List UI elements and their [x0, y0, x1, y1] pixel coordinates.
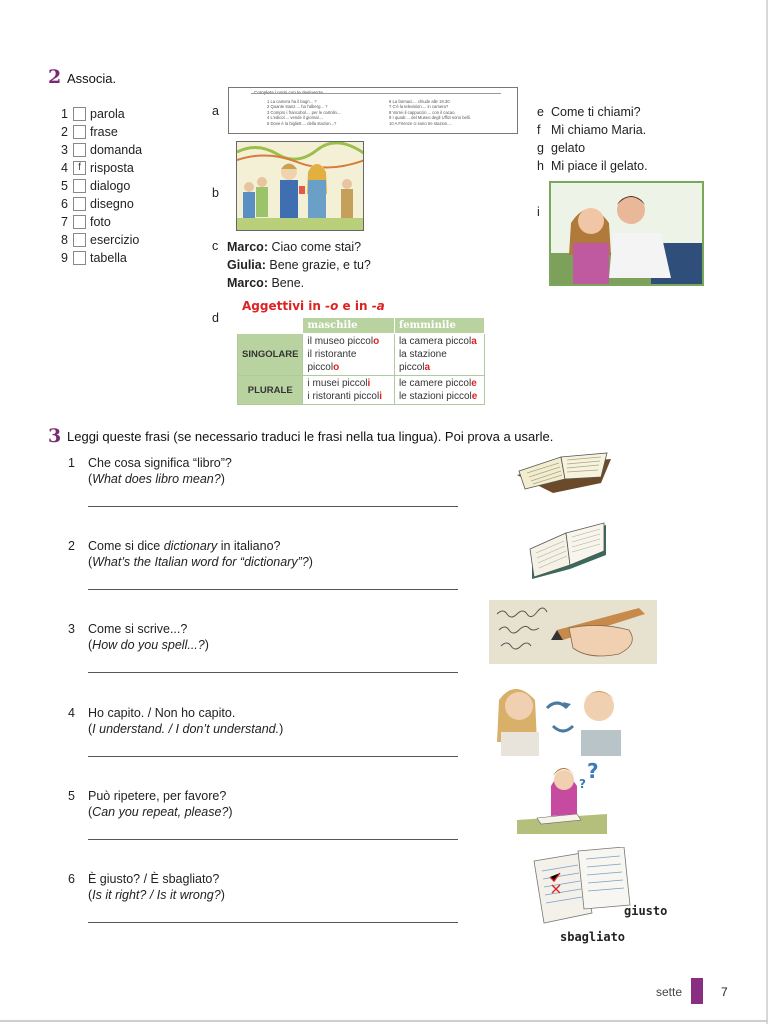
paren: ) [220, 888, 225, 902]
option-row [537, 103, 737, 121]
word-row [58, 105, 125, 123]
paren: ) [279, 722, 284, 736]
phrase-translation [88, 638, 468, 652]
grammar-title-part: -o [325, 299, 339, 313]
phrase-italian [68, 456, 468, 470]
dialogue [227, 238, 427, 292]
word-label: parola [90, 107, 125, 121]
word-number: 5 [61, 179, 68, 193]
grammar-title [242, 299, 385, 313]
exercise-thumbnail [228, 87, 518, 134]
answer-line[interactable] [88, 756, 458, 757]
thumbnail-line: 3 Compro i francobol.... per le cartolin.... [267, 109, 342, 115]
grammar-table-wrapper [237, 317, 485, 405]
confused-student-illustration [517, 758, 607, 834]
translation-text: How do you spell...? [92, 638, 205, 652]
answer-box[interactable] [73, 107, 86, 121]
ending: e [471, 378, 477, 389]
grammar-title-part: Aggettivi in [242, 299, 326, 313]
word-label: tabella [90, 251, 127, 265]
option-row [537, 157, 737, 175]
answer-box[interactable] [73, 233, 86, 247]
answer-line[interactable] [88, 589, 458, 590]
word-number: 6 [61, 197, 68, 211]
word-row [58, 123, 118, 141]
phrase-text: Come si dice [88, 539, 164, 553]
line-text: Bene grazie, e tu? [269, 258, 371, 272]
phrase-italian [68, 539, 468, 553]
thumbnail-line: 7 C'è la television.... in camera? [389, 104, 449, 110]
option-row [537, 139, 737, 157]
word-label: foto [90, 215, 111, 229]
exercise-2-number: 2 [48, 66, 62, 88]
cell-text: il museo piccol [307, 336, 374, 347]
grammar-table [237, 317, 485, 405]
phrase-text: Che cosa significa “libro”? [88, 456, 232, 470]
party-drawing [236, 141, 364, 231]
grammar-row-singolare [238, 334, 485, 376]
option-letter-d: d [212, 311, 219, 325]
ending: a [424, 362, 431, 373]
ending: a [471, 336, 477, 347]
phrase-number: 1 [68, 456, 75, 470]
speaker: Marco: [227, 276, 268, 290]
paren: ) [308, 555, 313, 569]
option-letter-b: b [212, 186, 219, 200]
grammar-col-femminile: femminile [394, 318, 484, 334]
handwriting-illustration [489, 600, 657, 664]
option-row [537, 121, 737, 139]
cell-text: le stazioni piccol [398, 391, 472, 402]
paren: ( [88, 472, 93, 486]
dialogue-line [227, 238, 427, 256]
speaker: Marco: [227, 240, 268, 254]
translation-text: Can you repeat, please? [92, 805, 229, 819]
phrase-text: È giusto? / È sbagliato? [88, 872, 220, 886]
word-label: frase [90, 125, 118, 139]
answer-box[interactable] [73, 251, 86, 265]
cell-text: i musei piccol [307, 378, 368, 389]
word-number: 3 [61, 143, 68, 157]
option-letter: h [537, 159, 544, 173]
phrase-number: 6 [68, 872, 75, 886]
answer-line[interactable] [88, 672, 458, 673]
thumbnail-line: 9 I quadr.... del Museo degli Uffizi sono belli. [389, 115, 471, 121]
phrase-translation [88, 888, 468, 902]
translation-text: Is it right? / Is it wrong? [92, 888, 221, 902]
ending: e [471, 391, 478, 402]
answer-line[interactable] [88, 506, 458, 507]
thumbnail-right-column [389, 99, 471, 126]
thumbnail-line: 5 Dove è la bigliett.... della stazion...? [267, 120, 337, 126]
word-number: 2 [61, 125, 68, 139]
option-text: Mi piace il gelato. [551, 159, 648, 173]
svg-text:?: ? [587, 759, 599, 783]
option-letter-c: c [212, 239, 219, 253]
exercise-3-title: Leggi queste frasi (se necessario traduci le frasi nella tua lingua). Poi prova a usarle. [67, 429, 554, 444]
thumbnail-line: 6 La farmaci.... chiude alle 19.30. [389, 99, 451, 104]
phrase-italian [68, 706, 468, 720]
word-number: 7 [61, 215, 68, 229]
exercise-3-number: 3 [48, 425, 62, 447]
phrase-translation [88, 472, 468, 486]
ending: o [373, 336, 380, 347]
party-illustration [237, 142, 364, 231]
word-list [58, 105, 178, 270]
cell-text: il ristorante piccol [307, 349, 357, 373]
word-row [58, 177, 130, 195]
open-book-illustration [513, 449, 615, 495]
thumbnail-line: 10 A Firenze ci sono tre stazion.... [389, 120, 452, 126]
options-list [537, 103, 737, 175]
paren: ( [88, 805, 93, 819]
phrase-number: 3 [68, 622, 75, 636]
paren: ) [204, 638, 209, 652]
word-number: 4 [61, 161, 68, 175]
grammar-col-maschile: maschile [303, 318, 394, 334]
paren: ( [88, 638, 93, 652]
answer-line[interactable] [88, 922, 458, 923]
word-row [58, 195, 134, 213]
option-letter-a: a [212, 104, 219, 118]
option-text: Mi chiamo Maria. [551, 123, 647, 137]
grammar-corner [238, 318, 303, 334]
word-label: disegno [90, 197, 134, 211]
speaker: Giulia: [227, 258, 266, 272]
papers-illustration [530, 847, 632, 925]
word-label: esercizio [90, 233, 140, 247]
phrase-translation [88, 722, 468, 736]
phrase-translation [88, 555, 468, 569]
cell-text: la stazione piccol [398, 349, 447, 373]
thumbnail-line: 4 L'edicol.... vende il giornal.... [267, 115, 324, 121]
paren: ( [88, 555, 93, 569]
answer-box[interactable] [73, 215, 86, 229]
word-number: 9 [61, 251, 68, 265]
page-bottom-edge [0, 1020, 768, 1022]
grammar-cell [303, 334, 394, 376]
phrase-item-5 [68, 789, 468, 819]
cell-text: le camere piccol [398, 378, 472, 389]
answer-line[interactable] [88, 839, 458, 840]
thumbnail-left-column [267, 99, 341, 126]
answer-box[interactable] [73, 125, 86, 139]
option-letter-i: i [537, 205, 540, 219]
option-letter: e [537, 105, 544, 119]
phrase-text: in italiano? [217, 539, 281, 553]
grammar-cell [303, 376, 394, 405]
grammar-header-row [238, 318, 485, 334]
grammar-row-label: PLURALE [238, 376, 303, 405]
phrase-item-4 [68, 706, 468, 736]
translation-text: What’s the Italian word for “dictionary”? [92, 555, 309, 569]
page-word: sette [656, 985, 683, 999]
thumbnail-rule [251, 93, 501, 94]
phrase-text: Come si scrive...? [88, 622, 188, 636]
paren: ( [88, 722, 93, 736]
couple-photo [549, 181, 704, 286]
phrase-translation [88, 805, 468, 819]
phrase-italian [68, 872, 468, 886]
answer-box[interactable]: f [73, 161, 86, 175]
word-label: domanda [90, 143, 143, 157]
page-marker [691, 978, 703, 1004]
word-row [58, 249, 127, 267]
label-giusto: giusto [624, 904, 668, 918]
phrase-item-6 [68, 872, 468, 902]
thumbnail-line: 8 Vorrei il cappuccin.... con il cacao. [389, 109, 456, 115]
option-text: Come ti chiami? [551, 105, 641, 119]
grammar-row-label: SINGOLARE [238, 334, 303, 376]
phrase-italian [68, 622, 468, 636]
phrase-text-emphasis: dictionary [163, 539, 218, 553]
answer-box[interactable] [73, 143, 86, 157]
word-label: risposta [90, 161, 134, 175]
thumbnail-line: 2 Quante stanz.... ha l'alberg... ? [267, 104, 328, 110]
option-text: gelato [551, 141, 586, 155]
dialogue-line [227, 256, 427, 274]
page-number: 7 [721, 985, 728, 999]
phrase-text: Può ripetere, per favore? [88, 789, 227, 803]
dialogue-line [227, 274, 427, 292]
word-number: 8 [61, 233, 68, 247]
word-row [58, 231, 139, 249]
option-letter: g [537, 141, 544, 155]
phrase-item-1 [68, 456, 468, 486]
word-number: 1 [61, 107, 68, 121]
paren: ) [228, 805, 233, 819]
grammar-cell [394, 376, 484, 405]
grammar-row-plurale [238, 376, 485, 405]
grammar-title-part: -a [371, 299, 385, 313]
understanding-illustration [495, 680, 635, 756]
couple-photo-image [551, 183, 702, 284]
translation-text: What does libro mean? [92, 472, 221, 486]
word-row [58, 213, 111, 231]
svg-text:?: ? [579, 777, 586, 791]
line-text: Ciao come stai? [271, 240, 362, 254]
option-letter: f [537, 123, 541, 137]
dictionary-illustration [526, 521, 610, 587]
thumbnail-line: 1 La camera ha il bagn... ? [267, 99, 317, 104]
paren: ) [220, 472, 225, 486]
phrase-number: 4 [68, 706, 75, 720]
answer-box[interactable] [73, 179, 86, 193]
word-label: dialogo [90, 179, 131, 193]
grammar-title-part: e in [338, 299, 372, 313]
cell-text: la camera piccol [398, 336, 472, 347]
paren: ( [88, 888, 93, 902]
answer-box[interactable] [73, 197, 86, 211]
phrase-item-3 [68, 622, 468, 652]
grammar-cell [394, 334, 484, 376]
exercise-2-title: Associa. [67, 71, 117, 86]
phrase-text: Ho capito. / Non ho capito. [88, 706, 236, 720]
phrase-number: 2 [68, 539, 75, 553]
phrase-number: 5 [68, 789, 75, 803]
ending: o [333, 362, 340, 373]
word-row [58, 159, 134, 177]
label-sbagliato: sbagliato [560, 930, 626, 944]
word-row [58, 141, 142, 159]
line-text: Bene. [271, 276, 305, 290]
ending: i [379, 391, 382, 402]
translation-text: I understand. / I don’t understand. [92, 722, 280, 736]
phrase-italian [68, 789, 468, 803]
phrase-item-2 [68, 539, 468, 569]
cell-text: i ristoranti piccol [307, 391, 380, 402]
ending: i [367, 378, 371, 389]
